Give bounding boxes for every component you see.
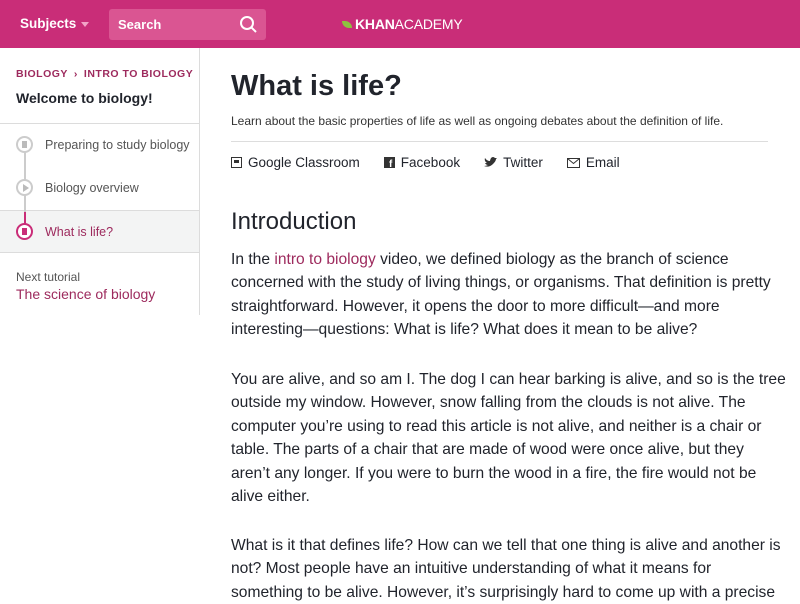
sidebar bbox=[0, 48, 200, 315]
item-label: What is life? bbox=[45, 225, 114, 239]
breadcrumb-biology[interactable]: BIOLOGY bbox=[16, 68, 68, 80]
text-line: straightforward. However, it opens the door to more difficult—and more bbox=[231, 297, 720, 315]
video-play-icon bbox=[16, 179, 33, 196]
logo-bold: KHAN bbox=[355, 16, 395, 32]
article-icon bbox=[16, 223, 33, 240]
sidebar-item-what-is-life[interactable] bbox=[0, 210, 199, 253]
logo-light: ACADEMY bbox=[394, 16, 463, 32]
intro-to-biology-link[interactable]: intro to biology bbox=[274, 251, 376, 268]
sidebar-item-overview[interactable] bbox=[0, 167, 199, 210]
breadcrumb bbox=[16, 68, 193, 80]
item-label: Preparing to study biology bbox=[45, 138, 190, 152]
share-bar bbox=[231, 155, 644, 170]
search-input[interactable] bbox=[109, 9, 266, 40]
google-classroom-icon bbox=[231, 157, 242, 168]
twitter-icon bbox=[484, 157, 497, 168]
text-line: interesting—questions: What is life? What does it mean to be alive? bbox=[231, 321, 698, 339]
search-placeholder: Search bbox=[118, 17, 162, 32]
next-tutorial-label: Next tutorial bbox=[16, 270, 81, 284]
chevron-down-icon bbox=[81, 22, 89, 27]
share-email[interactable] bbox=[567, 155, 620, 170]
paragraph-3 bbox=[231, 534, 781, 604]
paragraph-1 bbox=[231, 248, 771, 342]
section-heading: Introduction bbox=[231, 208, 357, 235]
svg-text:f: f bbox=[388, 159, 393, 168]
breadcrumb-intro-to-biology[interactable]: INTRO TO BIOLOGY bbox=[83, 68, 194, 80]
subjects-label: Subjects bbox=[20, 16, 77, 31]
text-line: concerned with the study of living things, or organisms. That definition is pretty bbox=[231, 274, 771, 292]
khan-academy-logo[interactable] bbox=[342, 16, 463, 32]
text-line: not? Most people have an intuitive understanding of what it means for bbox=[231, 560, 712, 578]
tutorial-title[interactable]: Welcome to biology! bbox=[16, 90, 153, 106]
text-line: You are alive, and so am I. The dog I can hear barking is alive, and so is the tree bbox=[231, 371, 786, 388]
text-line: table. The parts of a chair that are made of wood were once alive, but they bbox=[231, 441, 744, 459]
tutorial-items bbox=[0, 123, 199, 253]
item-label: Biology overview bbox=[45, 181, 139, 195]
share-label: Facebook bbox=[400, 155, 461, 170]
email-icon bbox=[567, 158, 580, 168]
text-line: computer you’re using to read this article is not alive, and neither is a chair or bbox=[231, 417, 762, 435]
subjects-menu-button[interactable] bbox=[20, 16, 89, 31]
divider bbox=[231, 141, 768, 142]
text-line: something to be alive. However, it’s surprisingly hard to come up with a precise bbox=[231, 583, 776, 601]
page-title: What is life? bbox=[231, 70, 402, 102]
share-google-classroom[interactable] bbox=[231, 155, 360, 170]
sidebar-item-preparing[interactable] bbox=[0, 124, 199, 167]
share-facebook[interactable] bbox=[384, 155, 460, 170]
text-line: outside my window. However, snow falling from the clouds is not alive. The bbox=[231, 394, 746, 412]
text-line: What is it that defines life? How can we tell that one thing is alive and another is bbox=[231, 537, 781, 554]
top-bar bbox=[0, 0, 800, 48]
text: video, we defined biology as the branch of science bbox=[375, 251, 729, 268]
leaf-icon bbox=[342, 21, 352, 28]
search-icon[interactable] bbox=[239, 15, 258, 34]
article-icon bbox=[16, 136, 33, 153]
chevron-right-icon: › bbox=[73, 68, 78, 80]
share-label: Email bbox=[585, 155, 620, 170]
text-line: alive either. bbox=[231, 488, 310, 506]
share-label: Google Classroom bbox=[248, 155, 360, 170]
share-twitter[interactable] bbox=[484, 155, 543, 170]
paragraph-2 bbox=[231, 368, 786, 508]
next-tutorial-link[interactable]: The science of biology bbox=[16, 286, 156, 302]
text: In the bbox=[231, 251, 275, 268]
share-label: Twitter bbox=[503, 155, 543, 170]
article-description: Learn about the basic properties of life as well as ongoing debates about the definition of life. bbox=[231, 114, 724, 128]
facebook-icon bbox=[384, 157, 395, 168]
text-line: aren’t any longer. If you were to burn the wood in a fire, the fire would not be bbox=[231, 464, 757, 482]
